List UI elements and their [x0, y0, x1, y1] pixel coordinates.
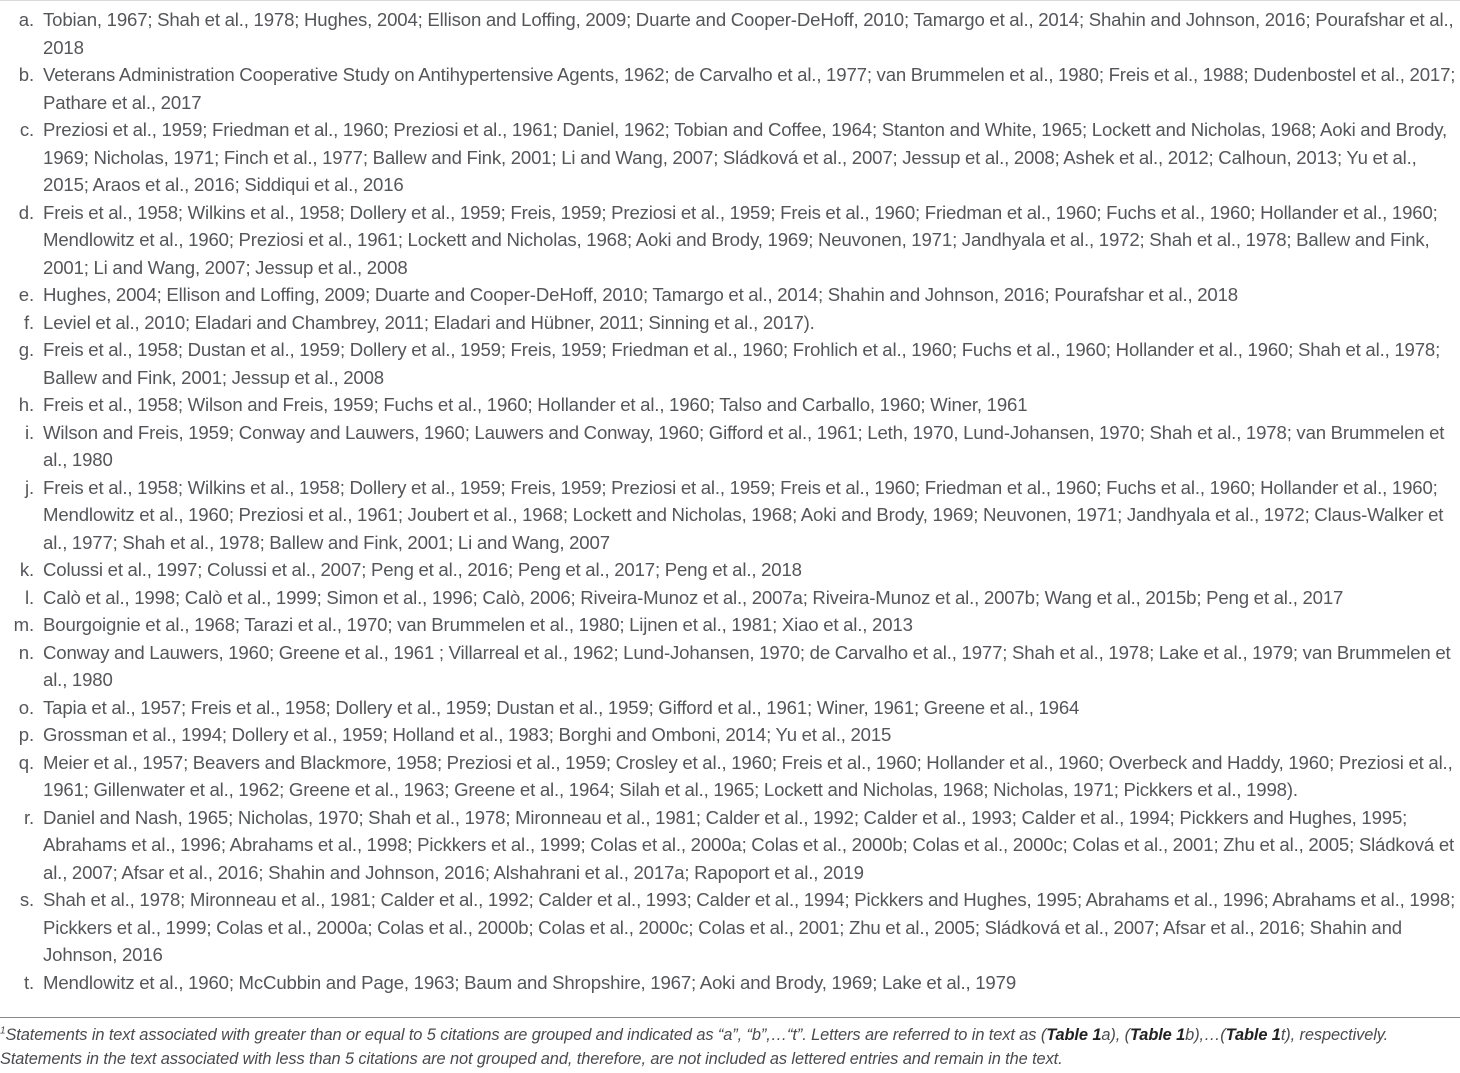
- reference-entry: [0, 281, 1460, 309]
- table-link-a[interactable]: Table 1: [1046, 1026, 1102, 1044]
- reference-citations: Freis et al., 1958; Wilson and Freis, 1959; Fuchs et al., 1960; Hollander et al., 1960; Talso and Carballo, 1960; Winer, 1961: [43, 394, 1028, 415]
- reference-entry: [0, 694, 1460, 722]
- reference-letter: i.: [25, 421, 34, 443]
- reference-letter: g.: [18, 339, 34, 360]
- reference-letter: m.: [13, 614, 34, 635]
- reference-letter: j.: [25, 476, 34, 498]
- reference-citations: Daniel and Nash, 1965; Nicholas, 1970; Shah et al., 1978; Mironneau et al., 1981; Calder et al., 1992; Calder et al., 1993; Calder et al., 1994; Pickkers and Hughes, 1995; Abrahams et al., 1996; Abrahams et al., 1998; Pickkers et al., 1999; Colas et al., 2000a; Colas et al., 2000b; Colas et al., 2000c; Colas et al., 2001; Zhu et al., 2005; Sládková et al., 2007; Afsar et al., 2016; Shahin and Johnson, 2016; Alshahrani et al., 2017a; Rapoport et al., 2019: [43, 806, 1455, 883]
- reference-citations: Freis et al., 1958; Wilkins et al., 1958; Dollery et al., 1959; Freis, 1959; Preziosi et al., 1959; Freis et al., 1960; Friedman et al., 1960; Fuchs et al., 1960; Hollander et al., 1960; Mendlowitz et al., 1960; Preziosi et al., 1961; Lockett and Nicholas, 1968; Aoki and Brody, 1969; Neuvonen, 1971; Jandhyala et al., 1972; Shah et al., 1978; Ballew and Fink, 2001; Li and Wang, 2007; Jessup et al., 2008: [43, 201, 1438, 278]
- reference-entry: [0, 419, 1460, 474]
- reference-entry: [0, 639, 1460, 694]
- reference-entry: [0, 721, 1460, 749]
- reference-citations: Freis et al., 1958; Dustan et al., 1959; Dollery et al., 1959; Freis, 1959; Friedman et al., 1960; Frohlich et al., 1960; Fuchs et al., 1960; Hollander et al., 1960; Shah et al., 1978; Ballew and Fink, 2001; Jessup et al., 2008: [43, 339, 1441, 388]
- reference-entry: [0, 584, 1460, 612]
- reference-list: [0, 6, 1460, 996]
- top-divider: [0, 0, 1460, 1]
- reference-letter: b.: [18, 64, 34, 85]
- reference-citations: Meier et al., 1957; Beavers and Blackmore, 1958; Preziosi et al., 1959; Crosley et al., 1960; Freis et al., 1960; Hollander et al., 1960; Overbeck and Haddy, 1960; Preziosi et al., 1961; Gillenwater et al., 1962; Greene et al., 1963; Greene et al., 1964; Silah et al., 1965; Lockett and Nicholas, 1968; Nicholas, 1971; Pickkers et al., 1998).: [43, 751, 1453, 800]
- reference-entry: [0, 6, 1460, 61]
- reference-letter: c.: [19, 119, 34, 140]
- reference-entry: [0, 886, 1460, 969]
- reference-letter: k.: [19, 559, 34, 580]
- reference-citations: Grossman et al., 1994; Dollery et al., 1959; Holland et al., 1983; Borghi and Omboni, 2014; Yu et al., 2015: [43, 724, 892, 745]
- reference-entry: [0, 309, 1460, 337]
- reference-entry: [0, 391, 1460, 419]
- reference-letter: o.: [18, 696, 34, 718]
- footnote-text-3: b),…(: [1185, 1026, 1226, 1044]
- reference-entry: [0, 804, 1460, 887]
- reference-letter: f.: [23, 311, 34, 333]
- reference-citations: Hughes, 2004; Ellison and Loffing, 2009; Duarte and Cooper-DeHoff, 2010; Tamargo et al., 2014; Shahin and Johnson, 2016; Pourafshar et al., 2018: [43, 284, 1238, 305]
- reference-entry: [0, 61, 1460, 116]
- reference-citations: Veterans Administration Cooperative Study on Antihypertensive Agents, 1962; de Carvalho et al., 1977; van Brummelen et al., 1980; Freis et al., 1988; Dudenbostel et al., 2017; Pathare et al., 2017: [43, 64, 1456, 113]
- reference-letter: a.: [18, 9, 34, 30]
- reference-citations: Calò et al., 1998; Calò et al., 1999; Simon et al., 1996; Calò, 2006; Riveira-Munoz et al., 2007a; Riveira-Munoz et al., 2007b; Wang et al., 2015b; Peng et al., 2017: [43, 586, 1344, 608]
- reference-entry: [0, 556, 1460, 584]
- reference-citations: Preziosi et al., 1959; Friedman et al., 1960; Preziosi et al., 1961; Daniel, 1962; Tobian and Coffee, 1964; Stanton and White, 1965; Lockett and Nicholas, 1968; Aoki and Brody, 1969; Nicholas, 1971; Finch et al., 1977; Ballew and Fink, 2001; Li and Wang, 2007; Sládková et al., 2007; Jessup et al., 2008; Ashek et al., 2012; Calhoun, 2013; Yu et al., 2015; Araos et al., 2016; Siddiqui et al., 2016: [43, 119, 1448, 195]
- reference-letter: p.: [18, 724, 34, 745]
- reference-letter: n.: [18, 641, 34, 663]
- reference-entry: [0, 336, 1460, 391]
- reference-citations: Freis et al., 1958; Wilkins et al., 1958; Dollery et al., 1959; Freis, 1959; Preziosi et al., 1959; Freis et al., 1960; Friedman et al., 1960; Fuchs et al., 1960; Hollander et al., 1960; Mendlowitz et al., 1960; Preziosi et al., 1961; Joubert et al., 1968; Lockett and Nicholas, 1968; Aoki and Brody, 1969; Neuvonen, 1971; Jandhyala et al., 1972; Claus-Walker et al., 1977; Shah et al., 1978; Ballew and Fink, 2001; Li and Wang, 2007: [43, 476, 1444, 553]
- footnote-divider: [0, 1017, 1460, 1018]
- reference-citations: Wilson and Freis, 1959; Conway and Lauwers, 1960; Lauwers and Conway, 1960; Gifford et al., 1961; Leth, 1970, Lund-Johansen, 1970; Shah et al., 1978; van Brummelen et al., 1980: [43, 421, 1445, 470]
- reference-entry: [0, 611, 1460, 639]
- reference-letter: e.: [18, 284, 34, 305]
- footnote-text-1: Statements in text associated with greater than or equal to 5 citations are grouped and indicated as “a”, “b”,…“t”. Letters are referred to in text as (: [5, 1026, 1047, 1044]
- reference-letter: l.: [25, 586, 34, 608]
- reference-entry: [0, 474, 1460, 557]
- reference-letter: q.: [18, 751, 34, 773]
- reference-letter: r.: [23, 806, 34, 828]
- reference-letter: s.: [19, 889, 34, 910]
- table-link-t[interactable]: Table 1: [1225, 1026, 1281, 1044]
- footnote-text-4: t), respectively. Statements in the text associated with less than 5 citations are not grouped and, therefore, are not included as lettered entries and remain in the text.: [0, 1026, 1389, 1068]
- table-link-b[interactable]: Table 1: [1130, 1026, 1186, 1044]
- table-footnote: [0, 1023, 1460, 1071]
- footnote-text-2: a), (: [1101, 1026, 1130, 1044]
- reference-entry: [0, 116, 1460, 199]
- reference-citations: Shah et al., 1978; Mironneau et al., 1981; Calder et al., 1992; Calder et al., 1993; Calder et al., 1994; Pickkers and Hughes, 1995; Abrahams et al., 1996; Abrahams et al., 1998; Pickkers et al., 1999; Colas et al., 2000a; Colas et al., 2000b; Colas et al., 2000c; Colas et al., 2001; Zhu et al., 2005; Sládková et al., 2007; Afsar et al., 2016; Shahin and Johnson, 2016: [43, 889, 1456, 965]
- reference-letter: t.: [23, 971, 34, 993]
- reference-citations: Conway and Lauwers, 1960; Greene et al., 1961 ; Villarreal et al., 1962; Lund-Johansen, 1970; de Carvalho et al., 1977; Shah et al., 1978; Lake et al., 1979; van Brummelen et al., 1980: [43, 641, 1451, 690]
- reference-entry: [0, 199, 1460, 282]
- reference-citations: Leviel et al., 2010; Eladari and Chambrey, 2011; Eladari and Hübner, 2011; Sinning et al., 2017).: [43, 311, 815, 333]
- reference-letter: h.: [18, 394, 34, 415]
- reference-citations: Mendlowitz et al., 1960; McCubbin and Page, 1963; Baum and Shropshire, 1967; Aoki and Brody, 1969; Lake et al., 1979: [43, 971, 1017, 993]
- reference-citations: Tapia et al., 1957; Freis et al., 1958; Dollery et al., 1959; Dustan et al., 1959; Gifford et al., 1961; Winer, 1961; Greene et al., 1964: [43, 696, 1080, 718]
- footnote-marker: 1: [0, 1025, 6, 1037]
- reference-entry: [0, 969, 1460, 997]
- reference-citations: Bourgoignie et al., 1968; Tarazi et al., 1970; van Brummelen et al., 1980; Lijnen et al., 1981; Xiao et al., 2013: [43, 614, 913, 635]
- reference-entry: [0, 749, 1460, 804]
- reference-letter: d.: [18, 201, 34, 223]
- reference-citations: Tobian, 1967; Shah et al., 1978; Hughes, 2004; Ellison and Loffing, 2009; Duarte and Cooper-DeHoff, 2010; Tamargo et al., 2014; Shahin and Johnson, 2016; Pourafshar et al., 2018: [43, 9, 1454, 58]
- reference-citations: Colussi et al., 1997; Colussi et al., 2007; Peng et al., 2016; Peng et al., 2017; Peng et al., 2018: [43, 559, 802, 580]
